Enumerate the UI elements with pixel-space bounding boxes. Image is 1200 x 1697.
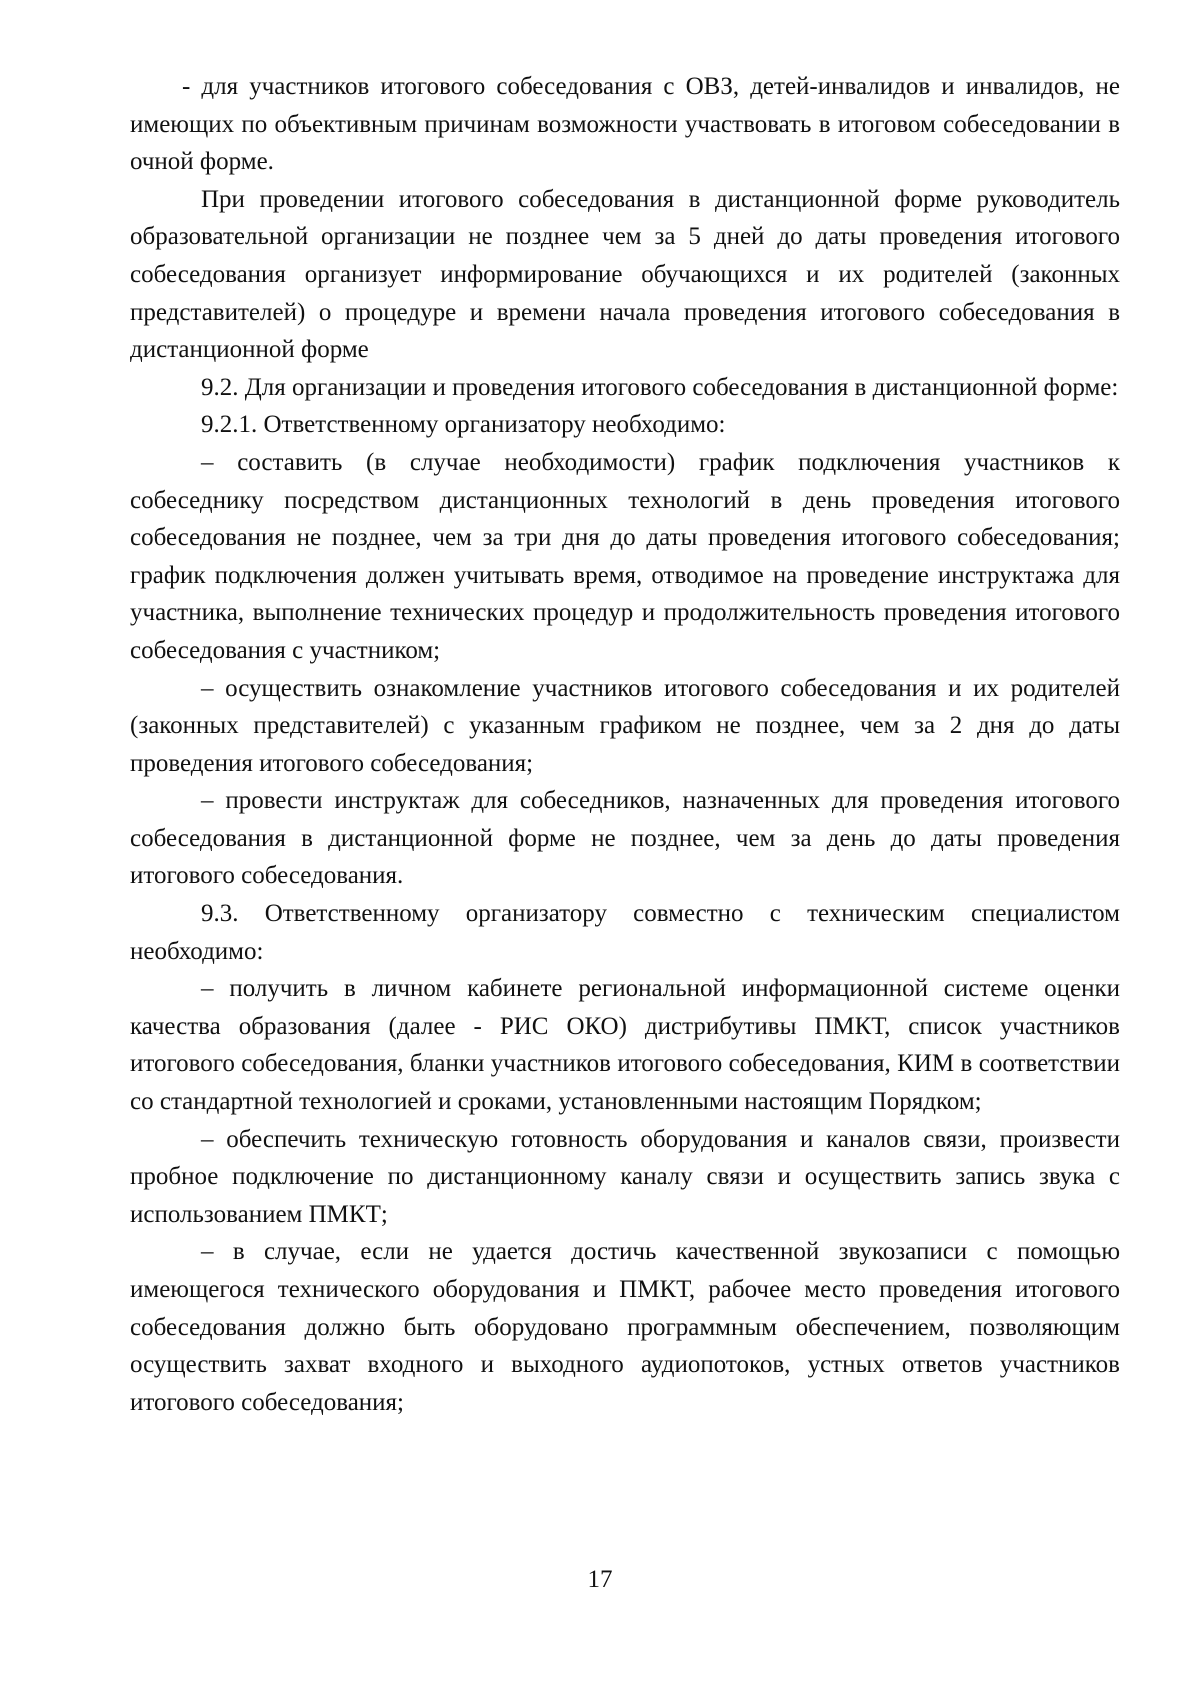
document-body — [130, 68, 1120, 1421]
list-item: – в случае, если не удается достичь качественной звукозаписи с помощью имеющегося технического оборудования и ПМКТ, рабочее место проведения итогового собеседования должно быть оборудовано программным обеспечением, позволяющим осуществить захват входного и выходного аудиопотоков, устных ответов участников итогового собеседования; — [130, 1238, 1120, 1416]
list-item: – составить (в случае необходимости) график подключения участников к собеседнику посредством дистанционных технологий в день проведения итогового собеседования не позднее, чем за три дня до даты проведения итогового собеседования; график подключения должен учитывать время, отводимое на проведение инструктажа для участника, выполнение технических процедур и продолжительность проведения итогового собеседования с участником; — [130, 448, 1120, 664]
paragraph: При проведении итогового собеседования в дистанционной форме руководитель образовательной организации не позднее чем за 5 дней до даты проведения итогового собеседования организует информирование обучающихся и их родителей (законных представителей) о процедуре и времени начала проведения итогового собеседования в дистанционной форме — [130, 185, 1120, 364]
list-item: – получить в личном кабинете региональной информационной системе оценки качества образования (далее - РИС ОКО) дистрибутивы ПМКТ, список участников итогового собеседования, бланки участников итогового собеседования, КИМ в соответствии со стандартной технологией и сроками, установленными настоящим Порядком; — [130, 975, 1120, 1116]
paragraph: - для участников итогового собеседования с ОВЗ, детей-инвалидов и инвалидов, не имеющих по объективным причинам возможности участвовать в итоговом собеседовании в очной форме. — [130, 73, 1120, 176]
section-heading-9-3: 9.3. Ответственному организатору совместно с техническим специалистом необходимо: — [130, 900, 1120, 965]
section-heading-9-2: 9.2. Для организации и проведения итогового собеседования в дистанционной форме: — [201, 373, 1119, 401]
list-item: – осуществить ознакомление участников итогового собеседования и их родителей (законных представителей) с указанным графиком не позднее, чем за 2 дня до даты проведения итогового собеседования; — [130, 674, 1120, 777]
page-number: 17 — [587, 1566, 613, 1593]
list-item: – провести инструктаж для собеседников, назначенных для проведения итогового собеседования в дистанционной форме не позднее, чем за день до даты проведения итогового собеседования. — [130, 787, 1120, 890]
subsection-heading-9-2-1: 9.2.1. Ответственному организатору необходимо: — [201, 411, 726, 439]
list-item: – обеспечить техническую готовность оборудования и каналов связи, произвести пробное подключение по дистанционному каналу связи и осуществить запись звука с использованием ПМКТ; — [130, 1125, 1120, 1228]
